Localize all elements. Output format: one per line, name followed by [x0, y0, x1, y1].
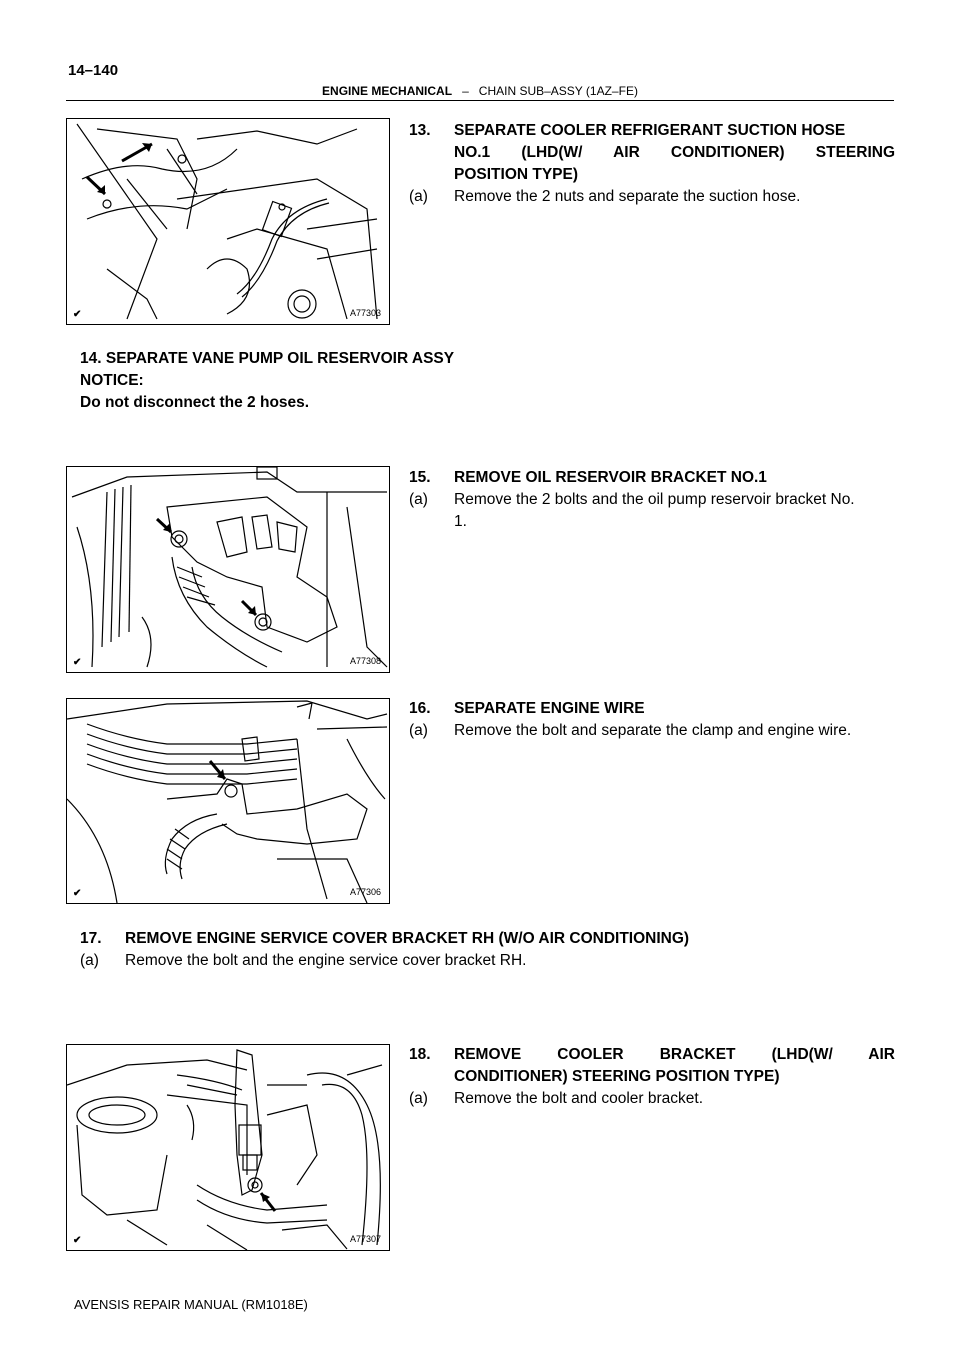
step-18-title	[409, 1044, 895, 1090]
figure-mark-icon: ✔	[73, 657, 82, 668]
figure-reservoir-bracket	[66, 466, 390, 673]
step-title: SEPARATE ENGINE WIRE	[454, 700, 645, 717]
step-16-substep-a	[409, 720, 895, 744]
substep-text-line: 1.	[454, 513, 467, 530]
substep-text: Remove the 2 nuts and separate the suction hose.	[454, 188, 801, 205]
step-15-title	[409, 467, 895, 491]
figure-id: A77306	[349, 887, 381, 897]
substep-label: (a)	[409, 722, 428, 739]
step-17-substep-a	[80, 950, 895, 974]
figure-suction-hose-drawing	[67, 119, 389, 324]
figure-suction-hose	[66, 118, 390, 325]
step-18-substep-a	[409, 1088, 895, 1112]
figure-id: A77307	[349, 1234, 381, 1244]
figure-cooler-bracket	[66, 1044, 390, 1251]
substep-label: (a)	[409, 491, 428, 508]
substep-text-line: Remove the 2 bolts and the oil pump reservoir bracket No.	[454, 491, 855, 508]
step-16-title	[409, 698, 895, 722]
figure-mark-icon: ✔	[73, 309, 82, 320]
step-13-title	[409, 120, 895, 190]
substep-text: Remove the bolt and cooler bracket.	[454, 1090, 703, 1107]
figure-reservoir-bracket-drawing	[67, 467, 389, 672]
step-number: 15.	[409, 469, 431, 486]
step-15-substep-a	[409, 489, 895, 535]
figure-cooler-bracket-drawing	[67, 1045, 389, 1250]
notice-text: Do not disconnect the 2 hoses.	[80, 394, 310, 411]
substep-label: (a)	[409, 188, 428, 205]
figure-mark-icon: ✔	[73, 1235, 82, 1246]
substep-label: (a)	[409, 1090, 428, 1107]
step-number: 17.	[80, 930, 102, 947]
step-title-line: REMOVE COOLER BRACKET (LHD(W/ AIR	[454, 1046, 895, 1063]
step-14-title: 14. SEPARATE VANE PUMP OIL RESERVOIR ASSY	[80, 350, 455, 367]
step-17-title	[80, 928, 895, 952]
step-13-substep-a	[409, 186, 895, 210]
step-number: 16.	[409, 700, 431, 717]
header-section: ENGINE MECHANICAL	[322, 84, 453, 98]
figure-id: A77303	[349, 308, 381, 318]
step-title: REMOVE ENGINE SERVICE COVER BRACKET RH (W/O AIR CONDITIONING)	[125, 930, 690, 947]
header-separator: –	[462, 84, 469, 98]
step-title-line: CONDITIONER) STEERING POSITION TYPE)	[454, 1068, 780, 1085]
step-number: 13.	[409, 122, 431, 139]
substep-label: (a)	[80, 952, 99, 969]
step-number: 18.	[409, 1046, 431, 1063]
substep-text: Remove the bolt and the engine service cover bracket RH.	[125, 952, 527, 969]
substep-text: Remove the bolt and separate the clamp and engine wire.	[454, 722, 852, 739]
figure-engine-wire	[66, 698, 390, 904]
step-title-line: SEPARATE COOLER REFRIGERANT SUCTION HOSE	[454, 122, 846, 139]
running-header	[66, 84, 894, 98]
figure-engine-wire-drawing	[67, 699, 389, 903]
notice-label: NOTICE:	[80, 372, 144, 389]
header-rule	[66, 100, 894, 101]
step-title-line: POSITION TYPE)	[454, 166, 579, 183]
page-number: 14–140	[68, 62, 119, 79]
header-subsection: CHAIN SUB–ASSY (1AZ–FE)	[478, 84, 638, 98]
footer-manual-title: AVENSIS REPAIR MANUAL (RM1018E)	[74, 1297, 308, 1312]
step-title: REMOVE OIL RESERVOIR BRACKET NO.1	[454, 469, 767, 486]
figure-mark-icon: ✔	[73, 888, 82, 899]
figure-id: A77308	[349, 656, 381, 666]
step-title-line: NO.1 (LHD(W/ AIR CONDITIONER) STEERING	[454, 144, 895, 161]
